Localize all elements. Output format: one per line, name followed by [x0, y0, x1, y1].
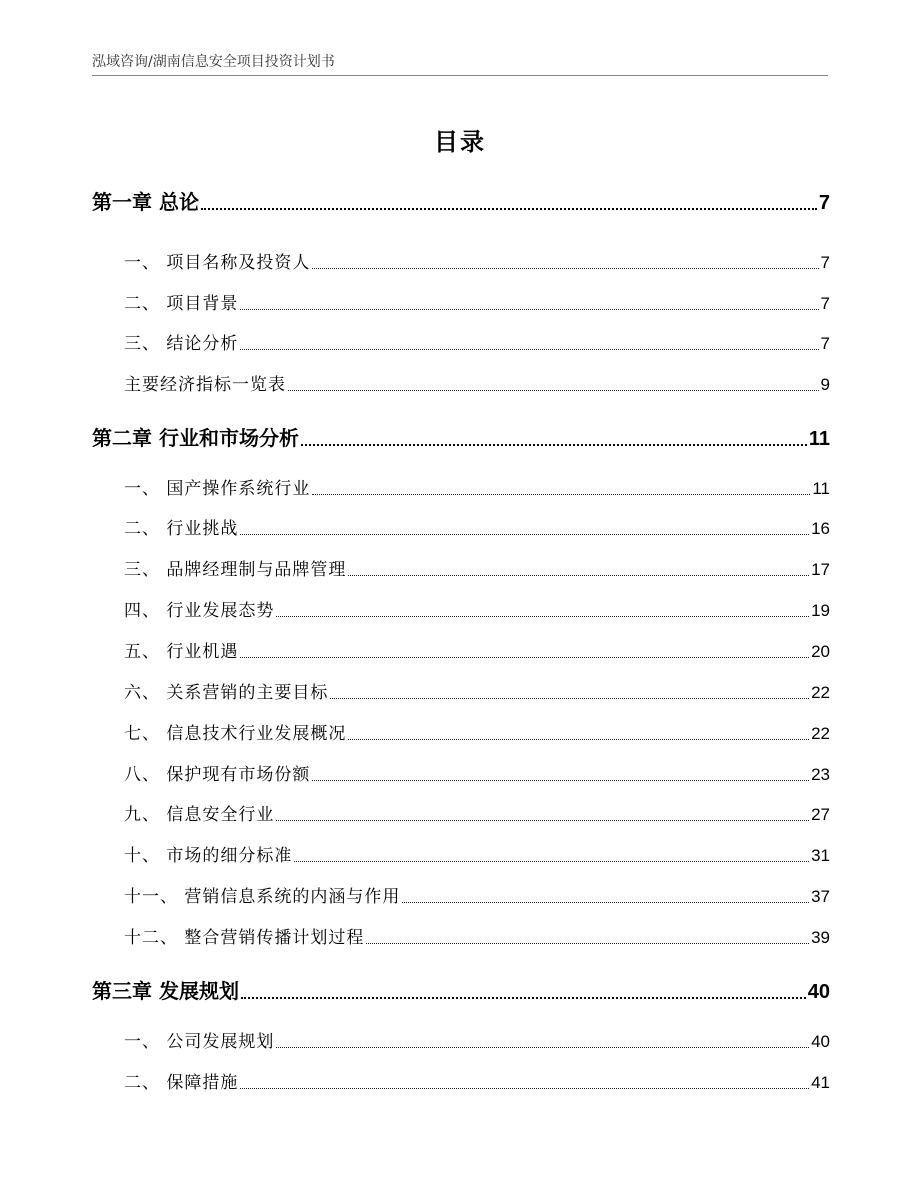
toc-page-number: 16 — [811, 519, 830, 538]
toc-page-number: 22 — [811, 724, 830, 743]
toc-section-entry[interactable] — [124, 514, 830, 539]
toc-page-number: 31 — [811, 846, 830, 865]
toc-entry-label: 三、 品牌经理制与品牌管理 — [124, 560, 347, 580]
toc-page-number: 11 — [812, 479, 830, 498]
toc-leader-dots — [402, 902, 809, 903]
toc-entry-label: 二、 项目背景 — [124, 294, 239, 314]
toc-chapter-entry[interactable] — [92, 186, 830, 215]
toc-entry-label: 五、 行业机遇 — [124, 642, 239, 662]
toc-entry-label: 十二、 整合营销传播计划过程 — [124, 928, 365, 948]
toc-entry-label: 三、 结论分析 — [124, 334, 239, 354]
toc-leader-dots — [201, 208, 817, 210]
toc-section-entry[interactable] — [124, 1027, 830, 1052]
toc-leader-dots — [240, 534, 809, 535]
toc-page-number: 7 — [818, 192, 830, 214]
toc-leader-dots — [312, 268, 818, 269]
toc-section-entry[interactable] — [124, 596, 830, 621]
toc-page-number: 39 — [811, 928, 830, 947]
toc-leader-dots — [366, 943, 809, 944]
toc-entry-label: 第二章 行业和市场分析 — [92, 426, 299, 450]
toc-leader-dots — [240, 657, 809, 658]
toc-section-entry[interactable] — [124, 474, 830, 499]
toc-section-entry[interactable] — [124, 923, 830, 948]
toc-section-entry[interactable] — [124, 882, 830, 907]
toc-leader-dots — [276, 820, 809, 821]
toc-section-entry[interactable] — [124, 289, 830, 314]
toc-section-entry[interactable] — [124, 637, 830, 662]
toc-page-number: 20 — [811, 642, 830, 661]
toc-page-number: 40 — [807, 981, 830, 1003]
toc-section-entry[interactable] — [124, 841, 830, 866]
toc-page-number: 7 — [820, 294, 830, 313]
toc-section-entry[interactable] — [124, 678, 830, 703]
toc-page-number: 11 — [808, 428, 830, 450]
toc-entry-label: 九、 信息安全行业 — [124, 805, 275, 825]
toc-chapter-entry[interactable] — [92, 975, 830, 1004]
toc-entry-label: 七、 信息技术行业发展概况 — [124, 724, 347, 744]
toc-section-entry[interactable] — [124, 719, 830, 744]
toc-entry-label: 二、 保障措施 — [124, 1073, 239, 1093]
toc-leader-dots — [276, 616, 809, 617]
running-header: 泓域咨询/湖南信息安全项目投资计划书 — [92, 55, 828, 76]
toc-entry-label: 第一章 总论 — [92, 190, 199, 214]
toc-page-number: 7 — [820, 253, 830, 272]
toc-leader-dots — [348, 739, 809, 740]
toc-page-number: 40 — [811, 1032, 830, 1051]
toc-page-number: 41 — [811, 1073, 830, 1092]
toc-leader-dots — [276, 1047, 809, 1048]
toc-section-entry[interactable] — [124, 800, 830, 825]
toc-leader-dots — [348, 575, 809, 576]
toc-section-entry[interactable] — [124, 760, 830, 785]
toc-page-number: 7 — [820, 334, 830, 353]
toc-page-number: 23 — [811, 765, 830, 784]
toc-section-entry[interactable] — [124, 329, 830, 354]
toc-leader-dots — [240, 349, 818, 350]
toc-page-number: 17 — [811, 560, 830, 579]
toc-leader-dots — [240, 309, 818, 310]
toc-entry-label: 八、 保护现有市场份额 — [124, 765, 311, 785]
toc-section-entry[interactable] — [124, 248, 830, 273]
toc-page-number: 27 — [811, 805, 830, 824]
toc-page-number: 9 — [820, 375, 830, 394]
toc-chapter-entry[interactable] — [92, 422, 830, 451]
toc-entry-label: 四、 行业发展态势 — [124, 601, 275, 621]
toc-entry-label: 主要经济指标一览表 — [124, 375, 286, 395]
toc-entry-label: 六、 关系营销的主要目标 — [124, 683, 329, 703]
toc-leader-dots — [241, 997, 806, 999]
page-title: 目录 — [434, 128, 486, 156]
toc-leader-dots — [288, 390, 819, 391]
toc-page-number: 22 — [811, 683, 830, 702]
toc-entry-label: 十、 市场的细分标准 — [124, 846, 293, 866]
toc-leader-dots — [294, 861, 809, 862]
toc-leader-dots — [312, 780, 809, 781]
toc-entry-label: 一、 项目名称及投资人 — [124, 253, 311, 273]
toc-entry-label: 一、 国产操作系统行业 — [124, 479, 311, 499]
toc-section-entry[interactable] — [124, 370, 830, 395]
toc-entry-label: 第三章 发展规划 — [92, 979, 239, 1003]
toc-entry-label: 二、 行业挑战 — [124, 519, 239, 539]
toc-leader-dots — [330, 698, 809, 699]
toc-section-entry[interactable] — [124, 1068, 830, 1093]
toc-entry-label: 一、 公司发展规划 — [124, 1032, 275, 1052]
toc-page-number: 37 — [811, 887, 830, 906]
toc-leader-dots — [240, 1088, 809, 1089]
toc-entry-label: 十一、 营销信息系统的内涵与作用 — [124, 887, 401, 907]
toc-page-number: 19 — [811, 601, 830, 620]
toc-leader-dots — [312, 494, 810, 495]
toc-section-entry[interactable] — [124, 555, 830, 580]
toc-leader-dots — [301, 444, 807, 446]
